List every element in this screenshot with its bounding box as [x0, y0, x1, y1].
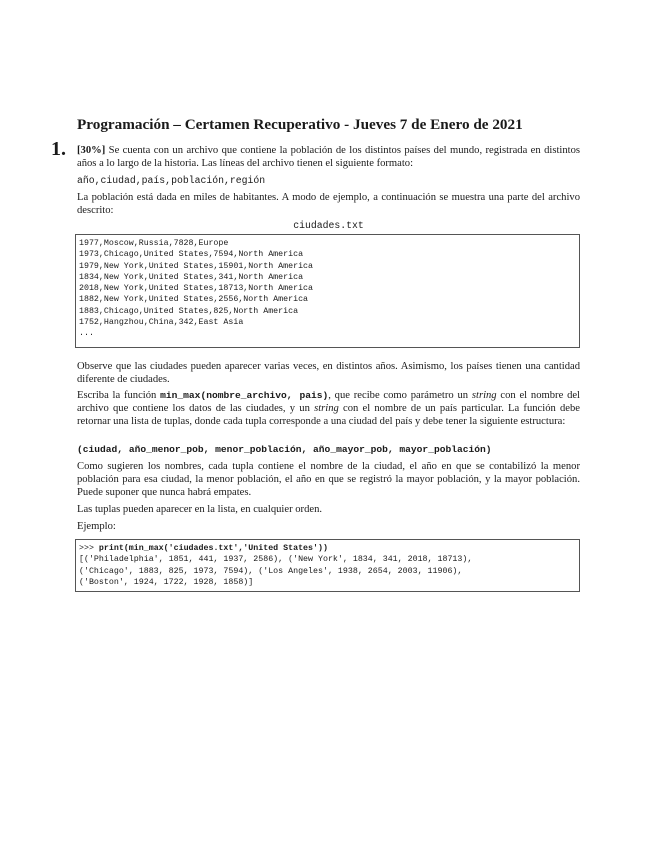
function-signature: min_max(nombre_archivo, pais): [160, 390, 329, 401]
example-call: print(min_max('ciudades.txt','United States')): [98, 544, 328, 553]
question-weight: [30%]: [77, 145, 106, 156]
example-output-line: ('Boston', 1924, 1722, 1928, 1858)]: [79, 577, 254, 587]
file-line: 1883,Chicago,United States,825,North America: [79, 306, 299, 316]
example-call-line: [79, 543, 576, 554]
example-label: Ejemplo:: [77, 521, 116, 532]
file-line: 1973,Chicago,United States,7594,North America: [79, 250, 304, 260]
example-output-line: ('Chicago', 1883, 825, 1973, 7594), ('Los Angeles', 1938, 2654, 2003, 11906),: [79, 566, 463, 576]
example-box: [75, 539, 580, 592]
file-line: 1977,Moscow,Russia,7828,Europe: [79, 239, 229, 248]
file-line: 2018,New York,United States,18713,North America: [79, 284, 314, 294]
file-line: 1834,New York,United States,341,North America: [79, 272, 304, 282]
intro-text: Se cuenta con un archivo que contiene la población de los distintos países del mundo, registrada en distintos años a lo largo de la historia. Las líneas del archivo tienen el siguiente formato:: [77, 145, 580, 170]
task-text: Escriba la función: [77, 390, 161, 401]
observation-paragraph: Observe que las ciudades pueden aparecer varias veces, en distintos años. Asimismo, los países tienen una cantidad diferente de ciudades.: [77, 361, 580, 386]
task-text: con el nombre del archivo que contiene los datos de las ciudades, y un: [77, 390, 581, 415]
file-line: 1882,New York,United States,2556,North America: [79, 295, 309, 305]
question-intro: [77, 144, 580, 170]
example-output-line: [('Philadelphia', 1851, 441, 1937, 2586), ('New York', 1834, 341, 2018, 18713),: [79, 555, 473, 565]
file-format: año,ciudad,país,población,región: [77, 175, 266, 186]
page-title: Programación – Certamen Recuperativo - Jueves 7 de Enero de 2021: [77, 116, 523, 133]
file-line: 1979,New York,United States,15901,North America: [79, 261, 314, 271]
task-paragraph: [77, 389, 580, 429]
task-text: con el nombre de un país particular. La función debe retornar una lista de tuplas, donde cada tupla corresponde a una ciudad del país y debe tener la siguiente estructura:: [77, 403, 580, 428]
prompt: >>>: [79, 544, 99, 553]
task-term: string: [314, 403, 339, 415]
order-note: Las tuplas pueden aparecer en la lista, en cualquier orden.: [77, 504, 323, 515]
question-number: 1.: [51, 138, 66, 160]
file-excerpt-box: [75, 234, 580, 348]
tuple-signature: (ciudad, año_menor_pob, menor_población, año_mayor_pob, mayor_población): [77, 444, 492, 455]
units-note: La población está dada en miles de habitantes. A modo de ejemplo, a continuación se muestra una parte del archivo descrito:: [77, 192, 580, 217]
file-line: 1752,Hangzhou,China,342,East Asia: [79, 318, 244, 328]
task-text: , que recibe como parámetro un: [328, 390, 472, 401]
explanation-paragraph: Como sugieren los nombres, cada tupla contiene el nombre de la ciudad, el año en que se contabilizó la menor población para esa ciudad, la menor población, el año en que se registró la mayor población, y la mayor población. Puede suponer que nunca habrá empates.: [77, 461, 580, 499]
file-name-caption: ciudades.txt: [293, 220, 364, 231]
task-term: string: [471, 390, 497, 401]
file-line: ...: [79, 329, 94, 339]
